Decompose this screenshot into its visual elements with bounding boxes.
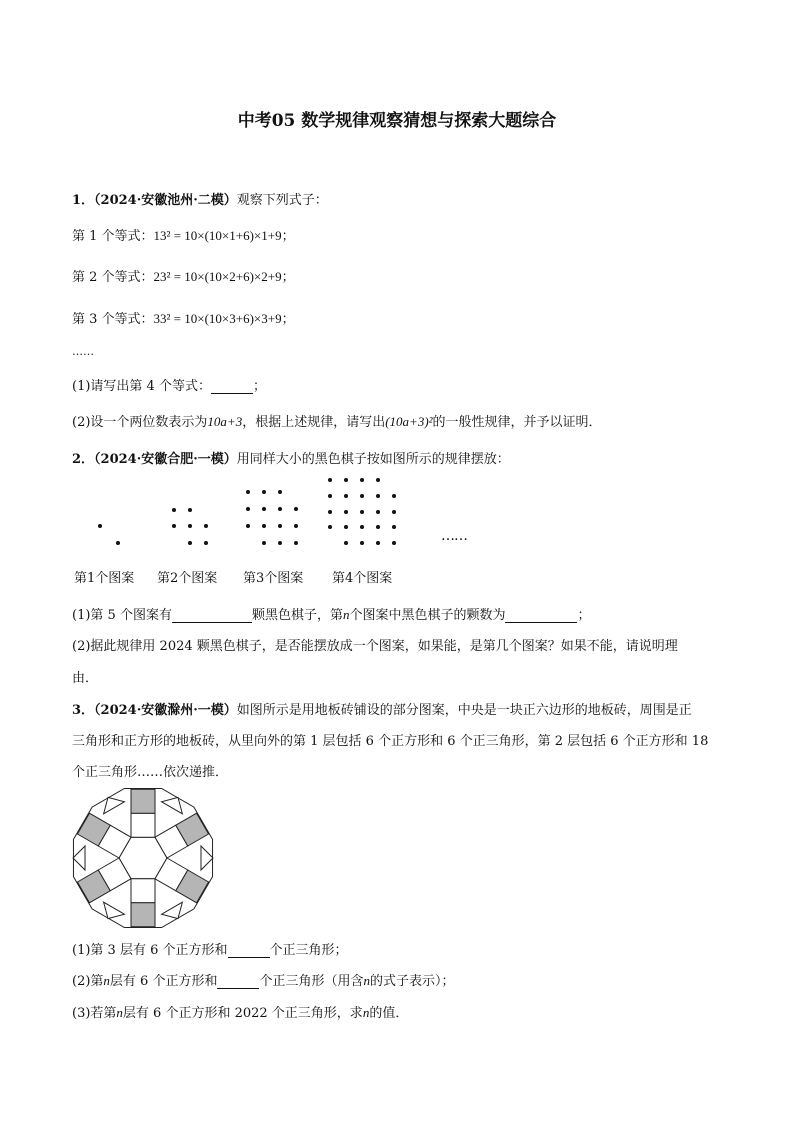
chess-piece: [328, 478, 332, 482]
q1-part2-expr2: (10a+3)²: [385, 414, 433, 429]
q3-part2-text-b: 层有 6 个正方形和: [109, 974, 218, 989]
q1-part2-text-c: 的一般性规律，并予以证明．: [432, 415, 602, 430]
chess-piece: [392, 525, 396, 529]
chess-piece: [278, 541, 282, 545]
q1-part1-end: ；: [252, 379, 266, 394]
q2-part1: [72, 604, 591, 623]
chess-piece: [344, 478, 348, 482]
chess-piece: [278, 490, 282, 494]
q3-source: （2024·安徽滁州·一模）: [94, 703, 237, 718]
q3-part1-text-a: (1)第 3 层有 6 个正方形和: [72, 943, 228, 958]
chess-piece: [188, 508, 192, 512]
chess-piece: [360, 494, 364, 498]
chess-piece: [294, 541, 298, 545]
answer-blank[interactable]: [172, 608, 252, 623]
triangle-tile: [162, 902, 183, 918]
variable-n: n: [342, 607, 350, 622]
q1-part1-text: (1)请写出第 4 个等式：: [72, 379, 211, 394]
chess-piece: [188, 524, 192, 528]
pattern-label-2: 第2个图案: [157, 571, 218, 586]
q1-header: [72, 189, 328, 208]
chess-piece: [392, 510, 396, 514]
chess-piece: [98, 524, 102, 528]
q2-part2-line1: (2)据此规律用 2024 颗黑色棋子，是否能摆放成一个图案，如果能，是第几个图案？如果不能，请说明理: [72, 639, 678, 654]
q3-header: [72, 699, 692, 718]
chess-piece: [278, 524, 282, 528]
q3-number: 3．: [72, 703, 95, 718]
chess-piece: [376, 541, 380, 545]
square-tile: [131, 789, 155, 813]
q3-line3: 个正三角形……依次递推．: [72, 765, 229, 780]
q1-eq2-label: 第 2 个等式：: [72, 270, 154, 285]
q1-eq3-label: 第 3 个等式：: [72, 312, 154, 327]
q3-part3-text-c: 的值．: [369, 1006, 409, 1021]
chess-piece: [376, 494, 380, 498]
chess-piece: [294, 524, 298, 528]
q1-eq2-expr: 23² = 10×(10×2+6)×2+9；: [153, 269, 295, 284]
square-tile: [131, 903, 155, 927]
chess-piece: [344, 541, 348, 545]
triangle-tile: [104, 902, 125, 918]
chess-pattern-figure: [80, 470, 500, 560]
chess-piece: [376, 525, 380, 529]
q2-header: [72, 448, 510, 467]
triangle-tile: [201, 846, 213, 870]
pattern-label-1: 第1个图案: [74, 571, 135, 586]
triangle-tile: [73, 846, 85, 870]
q1-eq1: [72, 225, 295, 244]
chess-piece: [328, 510, 332, 514]
q1-eq3: [72, 308, 295, 327]
chess-piece: [360, 478, 364, 482]
chess-piece: [344, 494, 348, 498]
floor-tile-figure: [67, 784, 219, 932]
q3-line1: 如图所示是用地板砖铺设的部分图案，中央是一块正六边形的地板砖，周围是正: [236, 703, 692, 718]
variable-n: n: [103, 973, 110, 988]
q1-eq1-label: 第 1 个等式：: [72, 229, 154, 244]
chess-piece: [328, 525, 332, 529]
q2-part1-text-c: 个图案中黑色棋子的颗数为: [349, 608, 506, 623]
chess-piece: [344, 510, 348, 514]
chess-piece: [392, 494, 396, 498]
pattern-more-ellipsis: ……: [441, 528, 467, 544]
q2-source: （2024·安徽合肥·一模）: [94, 452, 237, 467]
chess-piece: [376, 510, 380, 514]
q1-intro: 观察下列式子：: [236, 193, 328, 208]
chess-piece: [328, 494, 332, 498]
q1-part2-text-a: (2)设一个两位数表示为: [72, 415, 208, 430]
chess-piece: [246, 490, 250, 494]
q2-part2-line2: 由．: [72, 671, 99, 686]
q1-eq3-expr: 33² = 10×(10×3+6)×3+9；: [153, 311, 295, 326]
chess-piece: [188, 541, 192, 545]
chess-piece: [262, 507, 266, 511]
q3-part2-text-a: (2)第: [72, 974, 104, 989]
chess-piece: [392, 541, 396, 545]
q1-part1: [72, 375, 266, 394]
triangle-tile: [162, 797, 183, 813]
answer-blank[interactable]: [505, 608, 577, 623]
q2-number: 2．: [72, 452, 95, 467]
chess-piece: [360, 525, 364, 529]
q3-part2-text-d: 的式子表示）；: [369, 974, 455, 989]
square-tile: [131, 813, 155, 837]
q3-part3: [72, 1002, 408, 1021]
chess-piece: [278, 507, 282, 511]
pattern-label-4: 第4个图案: [332, 571, 393, 586]
q1-number: 1．: [72, 193, 95, 208]
q1-part2-text-b: ，根据上述规律，请写出: [242, 415, 386, 430]
q1-eq1-expr: 13² = 10×(10×1+6)×1+9；: [153, 228, 295, 243]
chess-piece: [376, 478, 380, 482]
q1-ellipsis: ……: [72, 345, 94, 358]
chess-piece: [262, 541, 266, 545]
chess-piece: [172, 508, 176, 512]
answer-blank[interactable]: [211, 379, 253, 394]
q2-part1-end: ；: [577, 608, 591, 623]
q1-part2-expr: 10a+3: [207, 414, 243, 429]
chess-piece: [116, 541, 120, 545]
chess-piece: [360, 510, 364, 514]
chess-piece: [246, 507, 250, 511]
chess-piece: [204, 524, 208, 528]
chess-piece: [262, 490, 266, 494]
chess-piece: [246, 524, 250, 528]
q3-line2: 三角形和正方形的地板砖，从里向外的第 1 层包括 6 个正方形和 6 个正三角形，第 2 层包括 6 个正方形和 18: [72, 734, 709, 749]
square-tile: [131, 879, 155, 903]
q2-intro: 用同样大小的黑色棋子按如图所示的规律摆放：: [236, 452, 510, 467]
q2-part1-text-b: 颗黑色棋子，第: [251, 608, 343, 623]
chess-piece: [262, 524, 266, 528]
q3-part3-text-b: 层有 6 个正方形和 2022 个正三角形，求: [122, 1006, 363, 1021]
variable-n: n: [362, 1005, 370, 1020]
chess-piece: [172, 524, 176, 528]
q3-part2: [72, 970, 455, 989]
q3-part3-text-a: (3)若第: [72, 1006, 117, 1021]
q3-part2-text-c: 个正三角形（用含: [259, 974, 364, 989]
triangle-tile: [104, 797, 125, 813]
page-title: 中考05 数学规律观察猜想与探索大题综合: [237, 111, 557, 131]
q3-part1-text-b: 个正三角形；: [269, 943, 348, 958]
q3-part1: [72, 939, 348, 958]
answer-blank[interactable]: [228, 943, 270, 958]
chess-piece: [344, 525, 348, 529]
q1-eq2: [72, 266, 295, 285]
variable-n: n: [116, 1005, 123, 1020]
variable-n: n: [363, 973, 370, 988]
q1-source: （2024·安徽池州·二模）: [94, 193, 237, 208]
answer-blank[interactable]: [217, 974, 259, 989]
q2-part1-text-a: (1)第 5 个图案有: [72, 608, 172, 623]
chess-piece: [360, 541, 364, 545]
q1-part2: [72, 411, 602, 430]
pattern-label-3: 第3个图案: [243, 571, 304, 586]
chess-piece: [204, 541, 208, 545]
chess-piece: [294, 507, 298, 511]
